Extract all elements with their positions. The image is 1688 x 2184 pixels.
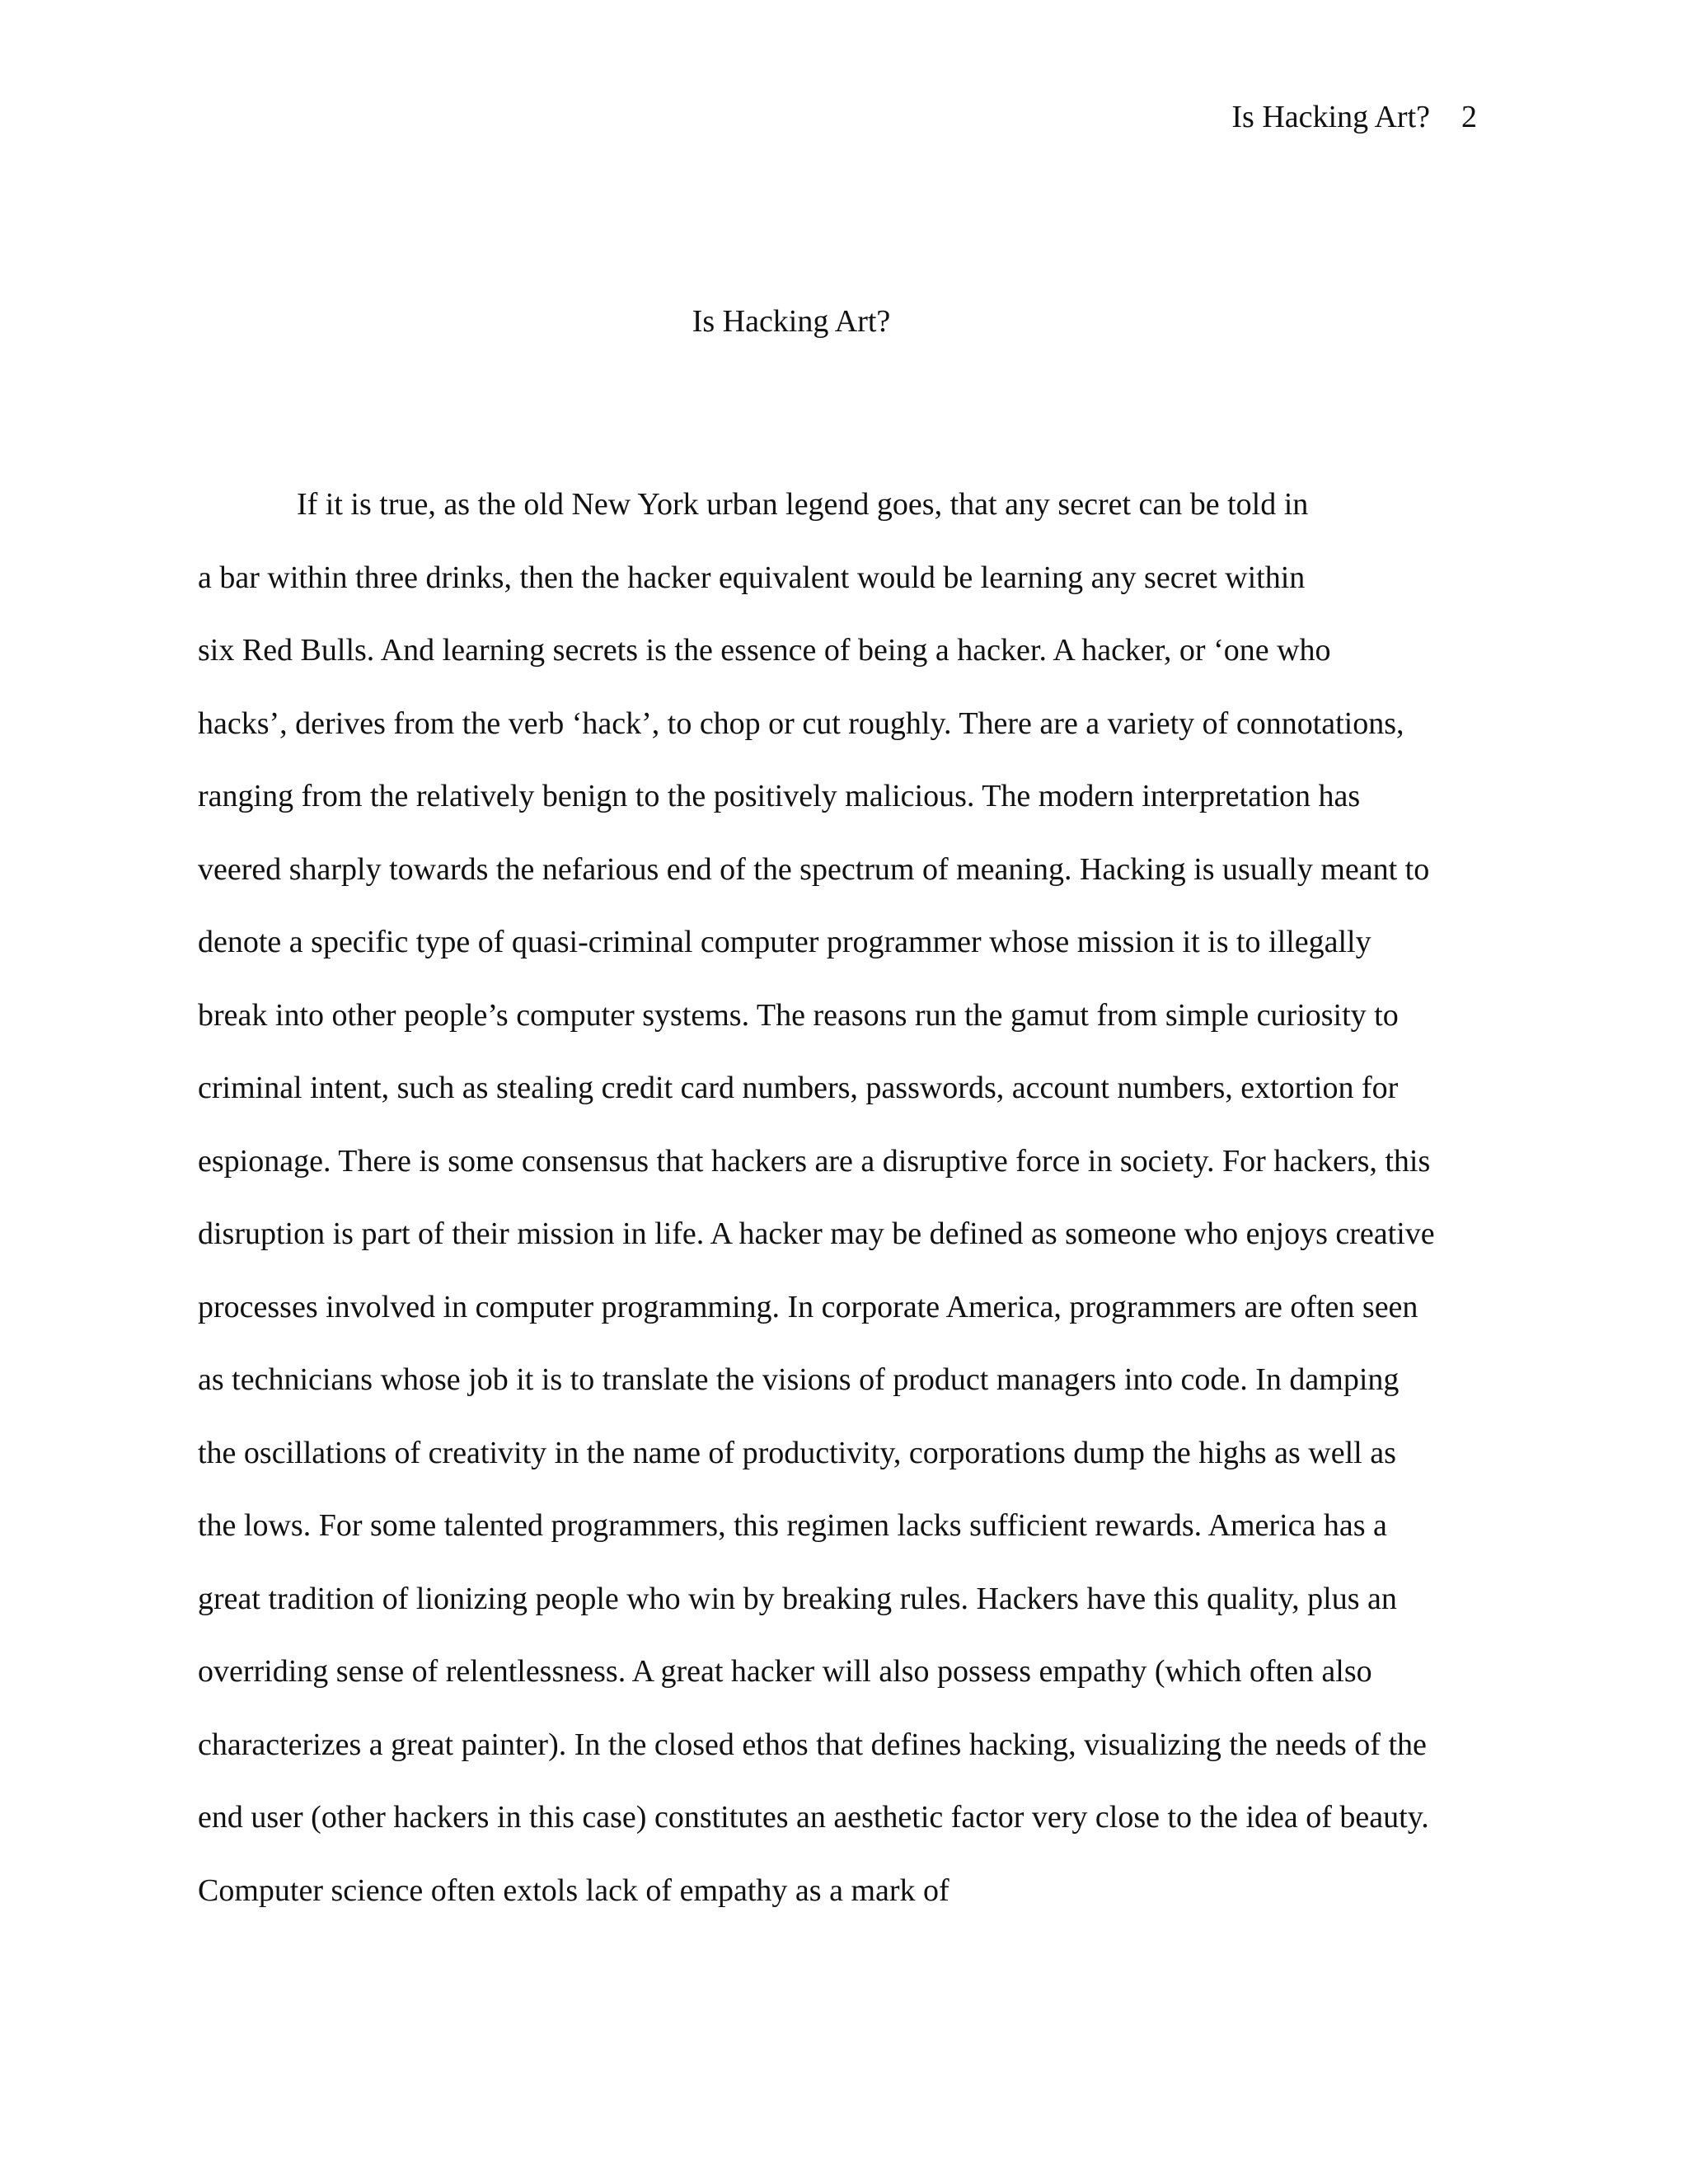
paragraph-line: as technicians whose job it is to translate the visions of product managers into code. In damping: [198, 1362, 1400, 1397]
paragraph-line: a bar within three drinks, then the hacker equivalent would be learning any secret within: [198, 560, 1306, 595]
paragraph-line: hacks’, derives from the verb ‘hack’, to chop or cut roughly. There are a variety of connotations,: [198, 705, 1404, 741]
paragraph-line: end user (other hackers in this case) constitutes an aesthetic factor very close to the idea of beauty.: [198, 1800, 1429, 1835]
paragraph-line: denote a specific type of quasi-criminal computer programmer whose mission it is to illegally: [198, 925, 1372, 959]
paragraph-line: espionage. There is some consensus that hackers are a disruptive force in society. For hackers, this: [198, 1143, 1431, 1179]
body-paragraph: [198, 485, 1517, 1943]
paragraph-line: six Red Bulls. And learning secrets is the essence of being a hacker. A hacker, or ‘one who: [198, 633, 1331, 668]
paragraph-line: If it is true, as the old New York urban legend goes, that any secret can be told in: [297, 487, 1309, 522]
running-head-title: Is Hacking Art?: [1231, 100, 1430, 134]
paragraph-line: the lows. For some talented programmers, this regimen lacks sufficient rewards. America has a: [198, 1508, 1387, 1543]
paragraph-line: veered sharply towards the nefarious end of the spectrum of meaning. Hacking is usually meant to: [198, 851, 1430, 887]
paragraph-line: disruption is part of their mission in life. A hacker may be defined as someone who enjoys creative: [198, 1216, 1435, 1251]
document-title: Is Hacking Art?: [692, 304, 891, 339]
paragraph-line: great tradition of lionizing people who win by breaking rules. Hackers have this quality, plus an: [198, 1581, 1397, 1616]
paragraph-line: ranging from the relatively benign to the positively malicious. The modern interpretation has: [198, 779, 1361, 813]
page-number: 2: [1461, 100, 1477, 134]
running-header: [1231, 97, 1477, 137]
paragraph-line: overriding sense of relentlessness. A great hacker will also possess empathy (which often also: [198, 1654, 1372, 1689]
paragraph-line: processes involved in computer programming. In corporate America, programmers are often seen: [198, 1289, 1418, 1324]
paragraph-line: characterizes a great painter). In the closed ethos that defines hacking, visualizing the needs of the: [198, 1727, 1427, 1762]
paragraph-line: criminal intent, such as stealing credit card numbers, passwords, account numbers, extortion for: [198, 1071, 1399, 1105]
paragraph-line: Computer science often extols lack of empathy as a mark of: [198, 1872, 950, 1908]
paragraph-line: the oscillations of creativity in the name of productivity, corporations dump the highs as well as: [198, 1435, 1396, 1470]
paragraph-line: break into other people’s computer systems. The reasons run the gamut from simple curiosity to: [198, 997, 1399, 1033]
